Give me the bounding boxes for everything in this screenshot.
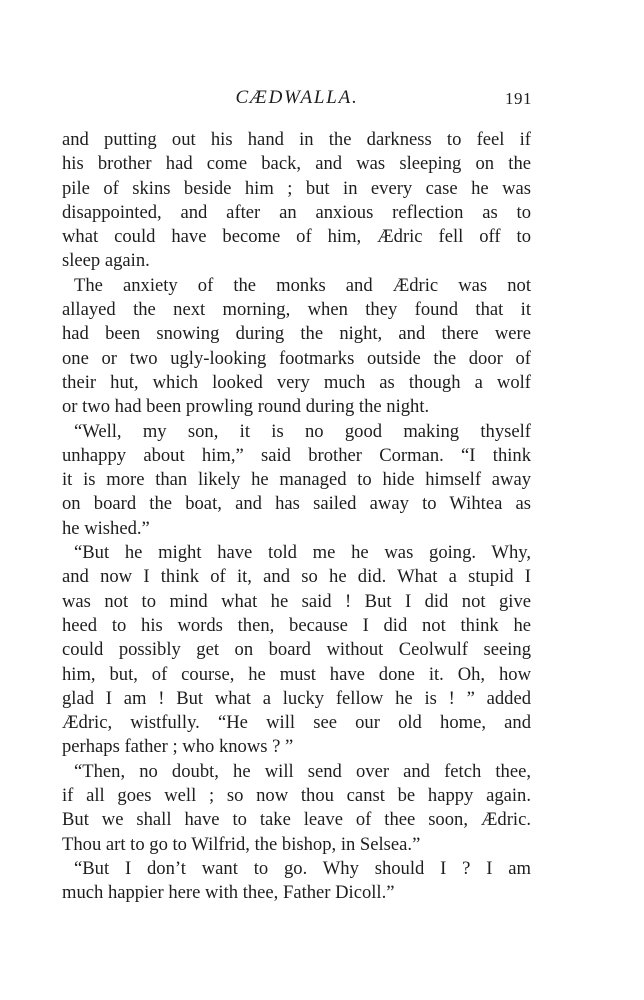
running-title: CÆDWALLA. (235, 87, 359, 108)
paragraph (62, 857, 531, 906)
text-line: The anxiety of the monks and Ædric was not (74, 274, 531, 296)
text-line: unhappy about him,” said brother Corman. “I think (62, 444, 531, 466)
text-line: it is more than likely he managed to hide himself away (62, 469, 531, 491)
text-line: “Well, my son, it is no good making thyself (74, 420, 531, 442)
body-text (62, 128, 531, 906)
text-line: much happier here with thee, Father Dicoll.” (62, 882, 395, 904)
text-line: what could have become of him, Ædric fell off to (62, 226, 531, 248)
paragraph (62, 541, 531, 760)
paragraph (62, 760, 531, 857)
text-line: perhaps father ; who knows ? ” (62, 736, 294, 758)
text-line: Thou art to go to Wilfrid, the bishop, in Selsea.” (62, 833, 421, 855)
text-line: disappointed, and after an anxious reflection as to (62, 201, 531, 223)
text-line: his brother had come back, and was sleeping on the (62, 153, 531, 175)
text-line: and now I think of it, and so he did. What a stupid I (62, 566, 531, 588)
text-line: But we shall have to take leave of thee soon, Ædric. (62, 809, 531, 831)
text-line: if all goes well ; so now thou canst be happy again. (62, 785, 531, 807)
text-line: glad I am ! But what a lucky fellow he is ! ” added (62, 687, 531, 709)
text-line: could possibly get on board without Ceolwulf seeing (62, 639, 531, 661)
text-line: allayed the next morning, when they found that it (62, 299, 531, 321)
text-line: Ædric, wistfully. “He will see our old home, and (62, 712, 531, 734)
text-line: him, but, of course, he must have done it. Oh, how (62, 663, 531, 685)
text-line: “But he might have told me he was going. Why, (74, 542, 531, 564)
text-line: “But I don’t want to go. Why should I ? I am (74, 857, 531, 879)
page-number: 191 (505, 89, 532, 108)
text-line: pile of skins beside him ; but in every case he was (62, 177, 531, 199)
text-line: was not to mind what he said ! But I did not give (62, 590, 531, 612)
text-line: had been snowing during the night, and there were (62, 323, 531, 345)
text-line: their hut, which looked very much as though a wolf (62, 371, 531, 393)
paragraph (62, 128, 531, 274)
text-line: or two had been prowling round during the night. (62, 396, 430, 418)
text-line: he wished.” (62, 517, 150, 539)
text-line: and putting out his hand in the darkness to feel if (62, 129, 531, 150)
text-line: “Then, no doubt, he will send over and fetch thee, (74, 760, 531, 782)
text-line: sleep again. (62, 250, 150, 272)
paragraph (62, 274, 531, 420)
text-line: heed to his words then, because I did not think he (62, 614, 531, 636)
running-head (62, 85, 532, 115)
paragraph (62, 420, 531, 541)
text-line: one or two ugly-looking footmarks outside the door of (62, 347, 531, 369)
text-line: on board the boat, and has sailed away to Wihtea as (62, 493, 531, 515)
